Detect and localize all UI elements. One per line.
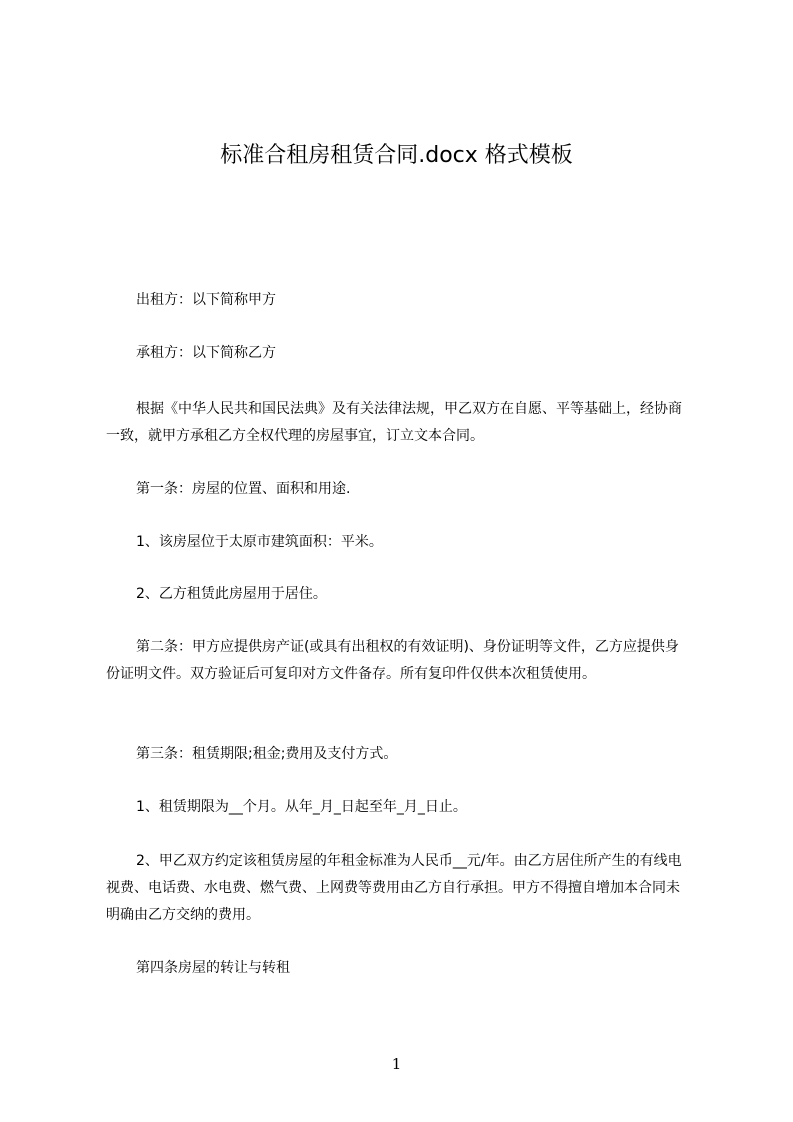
- document-title: 标准合租房租赁合同.docx 格式模板: [220, 143, 573, 168]
- paragraph-article-3-item-2: 2、甲乙双方约定该租赁房屋的年租金标准为人民币__元/年。由乙方居住所产生的有线电视费、电话费、水电费、燃气费、上网费等费用由乙方自行承担。甲方不得擅自增加本合同未明确由乙方交纳的费用。: [106, 853, 682, 923]
- page-number: 1: [391, 1055, 402, 1073]
- paragraph-article-1-heading: 第一条：房屋的位置、面积和用途.: [136, 481, 351, 497]
- paragraph-preamble: 根据《中华人民共和国民法典》及有关法律法规，甲乙双方在自愿、平等基础上，经协商一致，就甲方承租乙方全权代理的房屋事宜，订立文本合同。: [106, 401, 682, 444]
- paragraph-article-3-item-1: 1、租赁期限为__个月。从年_月_日起至年_月_日止。: [136, 799, 467, 815]
- paragraph-article-3-heading: 第三条：租赁期限;租金;费用及支付方式。: [136, 746, 398, 762]
- paragraph-article-4-heading: 第四条房屋的转让与转租: [136, 960, 290, 976]
- paragraph-article-2: 第二条：甲方应提供房产证(或具有出租权的有效证明)、身份证明等文件，乙方应提供身份证明文件。双方验证后可复印对方文件备存。所有复印件仅供本次租赁使用。: [106, 639, 679, 682]
- paragraph-lessor: 出租方：以下简称甲方: [136, 292, 276, 308]
- paragraph-article-1-item-2: 2、乙方租赁此房屋用于居住。: [136, 586, 327, 602]
- paragraph-article-1-item-1: 1、该房屋位于太原市建筑面积：平米。: [136, 534, 383, 550]
- paragraph-lessee: 承租方：以下简称乙方: [136, 345, 276, 361]
